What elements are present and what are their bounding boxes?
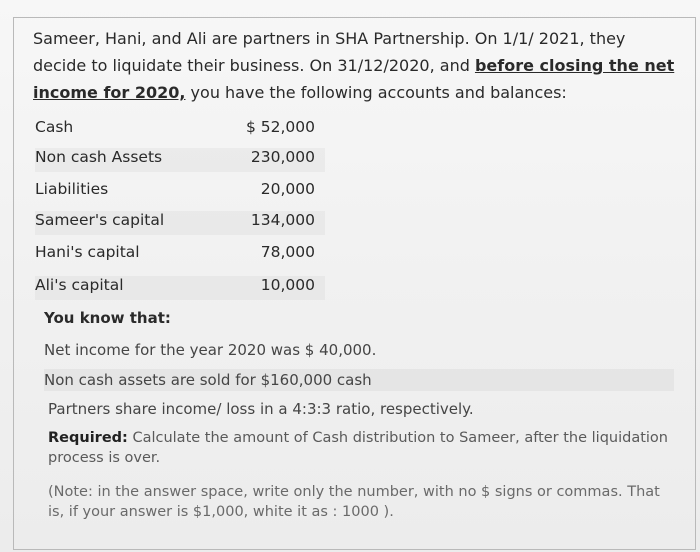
account-row-sameer-capital bbox=[35, 211, 325, 235]
account-row-ali-capital bbox=[35, 276, 325, 300]
account-label: Hani's capital bbox=[35, 243, 140, 261]
facts-heading: You know that: bbox=[44, 309, 171, 327]
required-text: Calculate the amount of Cash distribution to Sameer, after the liquidation process is over. bbox=[48, 430, 668, 466]
account-label: Ali's capital bbox=[35, 276, 124, 294]
account-value: 10,000 bbox=[260, 276, 315, 294]
required-section bbox=[48, 428, 678, 468]
account-row-hani-capital bbox=[35, 243, 325, 267]
account-row-cash bbox=[35, 118, 325, 142]
account-label: Cash bbox=[35, 118, 74, 136]
intro-text-2: you have the following accounts and balances: bbox=[185, 83, 567, 102]
account-value: 134,000 bbox=[250, 211, 315, 229]
fact-item-ratio: Partners share income/ loss in a 4:3:3 ratio, respectively. bbox=[48, 400, 474, 418]
account-row-liabilities bbox=[35, 180, 325, 204]
answer-note: (Note: in the answer space, write only the number, with no $ signs or commas. That is, if your answer is $1,000, white it as : 1000 ). bbox=[48, 484, 660, 520]
account-value: 230,000 bbox=[250, 148, 315, 166]
account-label: Sameer's capital bbox=[35, 211, 165, 229]
fact-item-asset-sale: Non cash assets are sold for $160,000 cash bbox=[44, 369, 674, 391]
required-label: Required: bbox=[48, 430, 128, 446]
account-label: Non cash Assets bbox=[35, 148, 163, 166]
problem-statement bbox=[33, 25, 683, 106]
account-value: 20,000 bbox=[260, 180, 315, 198]
intro-text-1: Sameer, Hani, and Ali are partners in SHA Partnership. On 1/1/ 2021, they decide to liquidate their business. On 31/12/2020, and bbox=[33, 29, 626, 75]
account-value: 78,000 bbox=[260, 243, 315, 261]
account-label: Liabilities bbox=[35, 180, 109, 198]
intro-emphasis: before closing the net income for 2020, bbox=[33, 56, 675, 102]
fact-item-net-income: Net income for the year 2020 was $ 40,000. bbox=[44, 341, 377, 359]
account-value: $ 52,000 bbox=[245, 118, 315, 136]
account-row-noncash-assets bbox=[35, 148, 325, 172]
